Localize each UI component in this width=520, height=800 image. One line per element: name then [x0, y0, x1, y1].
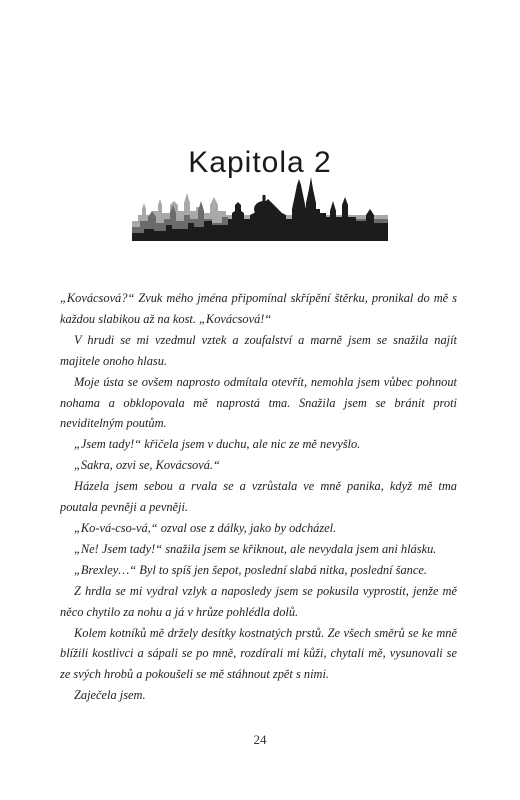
skyline-dome — [254, 201, 274, 217]
paragraph: „Jsem tady!“ křičela jsem v duchu, ale nic ze mě nevyšlo. — [74, 437, 361, 452]
paragraph: Házela jsem sebou a rvala se a vzrůstala ve mně panika, když mě tma poutala pevněji a pevněji. — [60, 479, 457, 515]
paragraph: V hrudi se mi vzedmul vztek a zoufalství a marně jsem se snažila najít majitele onoho hlasu. — [60, 332, 457, 368]
page-number: 24 — [253, 732, 267, 747]
paragraph: Moje ústa se ovšem naprosto odmítala otevřít, nemohla jsem vůbec pohnout nohama a obklopovala mě naprostá tma. Snažila jsem se bránit proti neviditelným poutům. — [60, 374, 457, 431]
chapter-title-text: Kapitola 2 — [188, 146, 332, 179]
paragraph: „Ko-vá-cso-vá,“ ozval ose z dálky, jako by odcházel. — [74, 520, 337, 535]
paragraph: „Ne! Jsem tady!“ snažila jsem se křiknout, ale nevydala jsem ani hlásku. — [74, 541, 437, 556]
paragraph: Z hrdla se mi vydral vzlyk a naposledy jsem se pokusila vyprostit, jenže mě něco chytilo za nohu a já v hrůze pohlédla dolů. — [60, 583, 457, 619]
skyline-dome-lantern — [263, 195, 266, 203]
city-skyline-illustration — [132, 175, 388, 241]
paragraph: Kolem kotníků mě držely desítky kostnatých prstů. Ze všech směrů se ke mně blížili kostlivci a sápali se po mně, rozdírali mi kůži, chytali mě, vysunovali se ze svých hrobů a pokoušeli se mě stáhnout zpět s nimi. — [60, 625, 457, 682]
paragraph: „Sakra, ozvi se, Kovácsová.“ — [74, 458, 220, 473]
paragraph: „Kovácsová?“ Zvuk mého jména připomínal skřípění štěrku, pronikal do mě s každou slabikou až na kost. „Kovácsová!“ — [60, 291, 457, 326]
paragraph: „Brexley…“ Byl to spíš jen šepot, poslední slabá nitka, poslední šance. — [74, 562, 427, 577]
chapter-body-text — [60, 288, 457, 706]
paragraph: Zaječela jsem. — [74, 688, 146, 703]
